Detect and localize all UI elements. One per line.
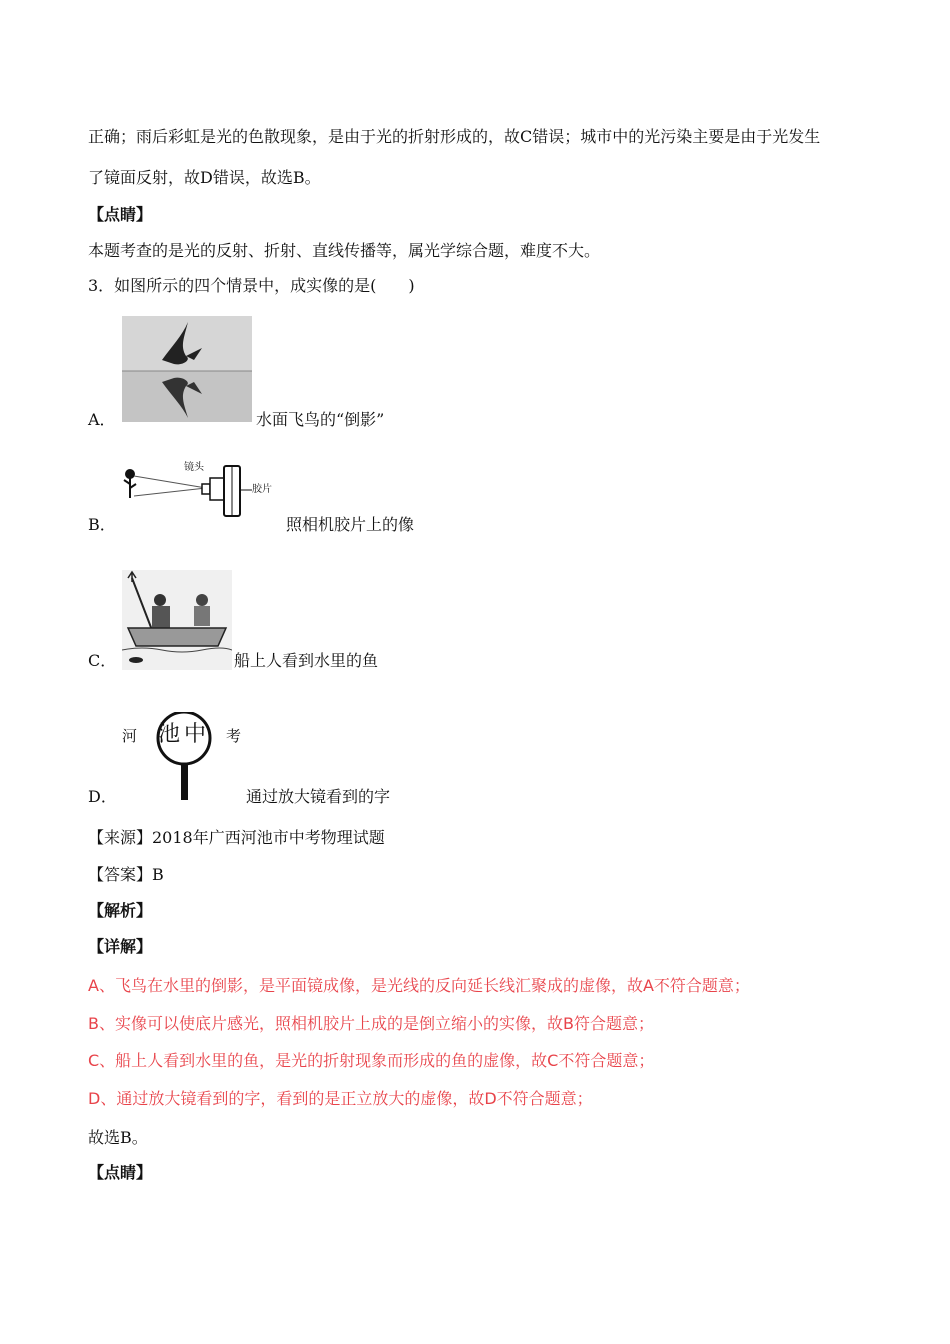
option-d-letter: D．	[88, 787, 117, 806]
figure-magnifier-char-2: 池	[158, 722, 181, 747]
figure-magnifier	[122, 712, 246, 802]
analysis-heading: 【解析】	[88, 901, 153, 920]
figure-camera-lens-label: 镜头	[184, 462, 204, 473]
option-b-caption: 照相机胶片上的像	[286, 515, 415, 534]
option-c-caption: 船上人看到水里的鱼	[234, 651, 379, 670]
answer-line: 【答案】B	[88, 865, 164, 884]
tip-heading-2: 【点睛】	[88, 1163, 153, 1182]
explanation-line-b: B、实像可以使底片感光，照相机胶片上成的是倒立缩小的实像，故B符合题意；	[88, 1014, 654, 1033]
tip-heading: 【点睛】	[88, 205, 153, 224]
tip-text: 本题考查的是光的反射、折射、直线传播等，属光学综合题，难度不大。	[88, 241, 601, 260]
option-b-letter: B．	[88, 515, 116, 534]
intro-line-1: 正确；雨后彩虹是光的色散现象，是由于光的折射形成的，故C错误；城市中的光污染主要是由于光发生	[88, 127, 821, 146]
figure-magnifier-char-3: 中	[184, 722, 207, 747]
detail-heading: 【详解】	[88, 937, 153, 956]
figure-bird-reflection	[122, 316, 252, 422]
conclusion-line: 故选B。	[88, 1128, 148, 1147]
figure-camera-film-label: 胶片	[252, 484, 272, 495]
option-a-caption: 水面飞鸟的“倒影”	[256, 410, 385, 429]
figure-camera	[122, 458, 282, 526]
source-line: 【来源】2018年广西河池市中考物理试题	[88, 828, 385, 847]
explanation-line-d: D、通过放大镜看到的字，看到的是正立放大的虚像，故D不符合题意；	[88, 1089, 593, 1108]
option-d-caption: 通过放大镜看到的字	[246, 787, 391, 806]
figure-magnifier-char-4: 考	[226, 727, 242, 745]
figure-magnifier-char-1: 河	[122, 727, 138, 745]
question-stem: 3．如图所示的四个情景中，成实像的是( )	[88, 276, 415, 295]
explanation-line-a: A、飞鸟在水里的倒影，是平面镜成像，是光线的反向延长线汇聚成的虚像，故A不符合题意；	[88, 976, 750, 995]
explanation-line-c: C、船上人看到水里的鱼，是光的折射现象而形成的鱼的虚像，故C不符合题意；	[88, 1051, 655, 1070]
option-a-letter: A．	[88, 410, 116, 429]
intro-line-2: 了镜面反射，故D错误，故选B。	[88, 168, 321, 187]
figure-boat-fishing	[122, 570, 232, 670]
option-c-letter: C．	[88, 651, 117, 670]
